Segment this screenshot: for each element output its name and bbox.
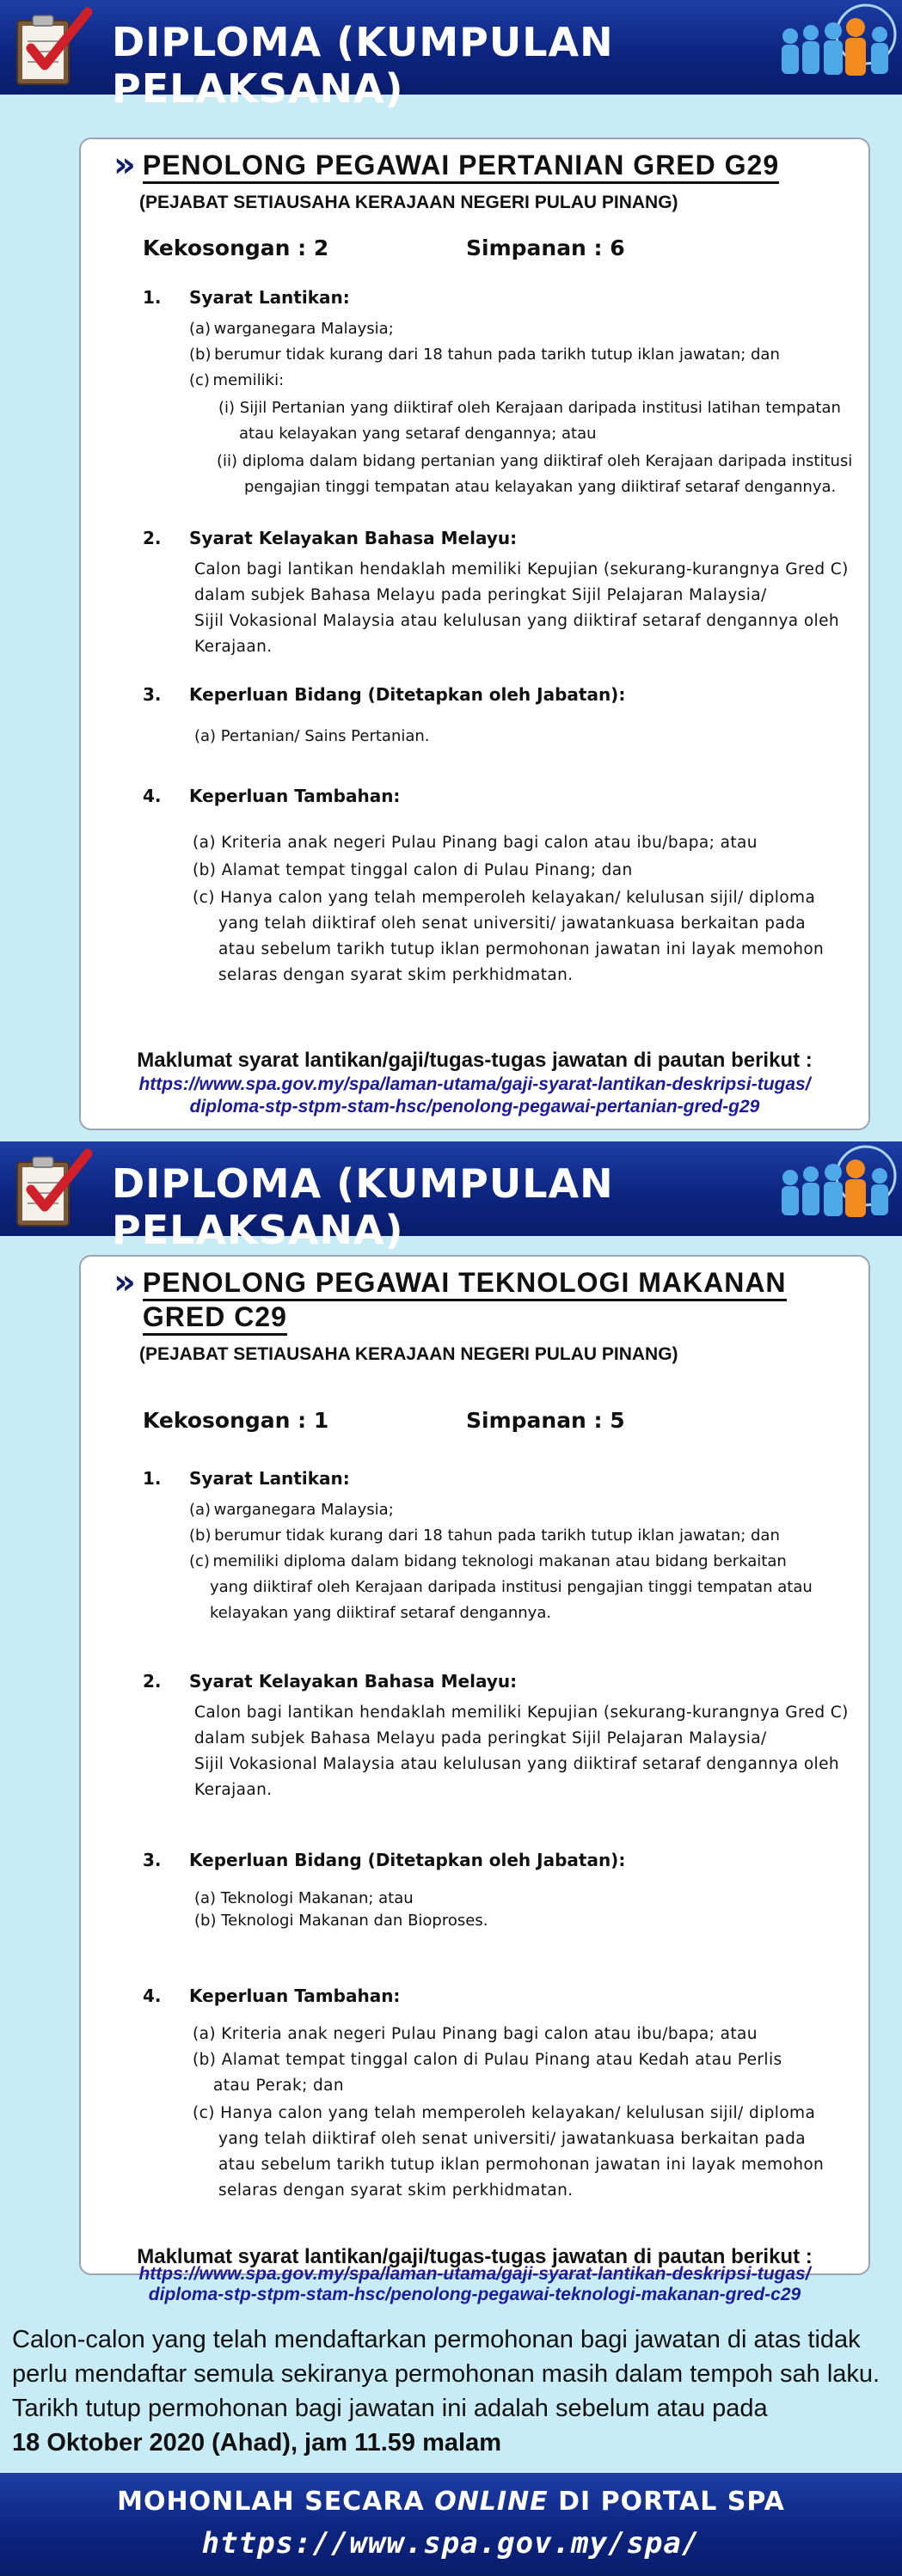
list-item: (c) memiliki:: [189, 371, 285, 389]
section-banner: [0, 1141, 902, 1253]
reserves: Simpanan : 6: [466, 236, 625, 260]
info-link[interactable]: https://www.spa.gov.my/spa/laman-utama/gaji-syarat-lantikan-deskripsi-tugas/: [138, 1074, 811, 1094]
portal-url[interactable]: https://www.spa.gov.my/spa/: [201, 2526, 701, 2561]
info-link[interactable]: diploma-stp-stpm-stam-hsc/penolong-pegawai-teknologi-makanan-gred-c29: [148, 2285, 801, 2304]
notice-line: Calon-calon yang telah mendaftarkan permohonan bagi jawatan di atas tidak: [12, 2326, 861, 2353]
people-group-icon: [764, 1141, 902, 1236]
section-number: 1.: [143, 1468, 162, 1489]
list-item: (b) berumur tidak kurang dari 18 tahun pada tarikh tutup iklan jawatan; dan: [189, 346, 780, 364]
section-heading: Syarat Kelayakan Bahasa Melayu:: [189, 528, 518, 548]
section-heading: Keperluan Tambahan:: [189, 1986, 401, 2006]
list-item: (a) Pertanian/ Sains Pertanian.: [194, 727, 430, 745]
info-heading: Maklumat syarat lantikan/gaji/tugas-tugas jawatan di pautan berikut :: [137, 1049, 813, 1072]
paragraph-line: dalam subjek Bahasa Melayu pada peringkat Sijil Pelajaran Malaysia/: [194, 1729, 767, 1747]
vacancies: Kekosongan : 1: [143, 1408, 329, 1433]
list-item: (b) Alamat tempat tinggal calon di Pulau Pinang atau Kedah atau Perlis: [193, 2051, 782, 2069]
section-heading: Keperluan Tambahan:: [189, 786, 401, 806]
job-title: PENOLONG PEGAWAI TEKNOLOGI MAKANAN GRED C29: [143, 1265, 787, 1334]
list-item: (i) Sijil Pertanian yang diiktiraf oleh Kerajaan daripada institusi latihan tempatan: [218, 399, 841, 417]
banner-title: DIPLOMA (KUMPULAN PELAKSANA): [112, 1160, 614, 1253]
reserves: Simpanan : 5: [466, 1408, 625, 1433]
list-item: (ii) diploma dalam bidang pertanian yang diiktiraf oleh Kerajaan daripada institusi: [217, 452, 853, 470]
section-banner: [0, 0, 902, 112]
list-item: (a) warganegara Malaysia;: [189, 320, 394, 338]
section-heading: Keperluan Bidang (Ditetapkan oleh Jabatan):: [189, 684, 626, 705]
section-number: 3.: [143, 684, 162, 705]
list-item: (b) Alamat tempat tinggal calon di Pulau Pinang; dan: [193, 861, 633, 879]
double-chevron-icon: »: [114, 145, 136, 185]
section-number: 2.: [143, 1671, 162, 1692]
paragraph-line: Sijil Vokasional Malaysia atau kelulusan yang diiktiraf setaraf dengannya oleh: [194, 612, 839, 630]
list-item: atau kelayakan yang setaraf dengannya; atau: [239, 425, 597, 443]
info-link[interactable]: https://www.spa.gov.my/spa/laman-utama/gaji-syarat-lantikan-deskripsi-tugas/: [138, 2264, 811, 2284]
section-number: 3.: [143, 1850, 162, 1870]
banner-title: DIPLOMA (KUMPULAN PELAKSANA): [112, 19, 614, 112]
job-title: PENOLONG PEGAWAI PERTANIAN GRED G29: [143, 148, 779, 182]
closing-date: 18 Oktober 2020 (Ahad), jam 11.59 malam: [12, 2429, 501, 2457]
job-card: [79, 1255, 870, 2275]
list-item: (a) Kriteria anak negeri Pulau Pinang bagi calon atau ibu/bapa; atau: [193, 2025, 758, 2043]
paragraph-line: Calon bagi lantikan hendaklah memiliki Kepujian (sekurang-kurangnya Gred C): [194, 1704, 849, 1722]
list-item: selaras dengan syarat skim perkhidmatan.: [218, 2181, 574, 2200]
paragraph-line: Calon bagi lantikan hendaklah memiliki Kepujian (sekurang-kurangnya Gred C): [194, 560, 849, 578]
list-item: (b) Teknologi Makanan dan Bioproses.: [194, 1912, 488, 1930]
list-item: atau sebelum tarikh tutup iklan permohonan jawatan ini layak memohon: [218, 2156, 825, 2174]
list-item: (c) Hanya calon yang telah memperoleh kelayakan/ kelulusan sijil/ diploma: [193, 2104, 816, 2122]
info-heading: Maklumat syarat lantikan/gaji/tugas-tugas jawatan di pautan berikut :: [137, 2245, 813, 2268]
section-heading: Syarat Lantikan:: [189, 287, 350, 308]
notice-line: perlu mendaftar semula sekiranya permohonan masih dalam tempoh sah laku.: [12, 2360, 881, 2388]
job-card: [79, 138, 870, 1130]
section-heading: Syarat Lantikan:: [189, 1468, 350, 1489]
checklist-clipboard-icon: [5, 7, 95, 89]
section-number: 4.: [143, 1986, 162, 2006]
apply-online-text: MOHONLAH SECARA ONLINE DI PORTAL SPA: [117, 2487, 785, 2517]
list-item: atau sebelum tarikh tutup iklan permohonan jawatan ini layak memohon: [218, 940, 825, 958]
notice-line: Tarikh tutup permohonan bagi jawatan ini adalah sebelum atau pada: [12, 2395, 768, 2422]
footer-banner: [0, 2473, 902, 2576]
list-item: (a) Kriteria anak negeri Pulau Pinang bagi calon atau ibu/bapa; atau: [193, 834, 758, 852]
list-item: (c) memiliki diploma dalam bidang teknologi makanan atau bidang berkaitan: [189, 1552, 787, 1570]
section-number: 2.: [143, 528, 162, 548]
list-item: pengajian tinggi tempatan atau kelayakan yang diiktiraf setaraf dengannya.: [244, 478, 837, 496]
section-heading: Keperluan Bidang (Ditetapkan oleh Jabatan):: [189, 1850, 626, 1870]
list-item: (b) berumur tidak kurang dari 18 tahun pada tarikh tutup iklan jawatan; dan: [189, 1527, 780, 1545]
list-item: (a) Teknologi Makanan; atau: [194, 1889, 414, 1907]
list-item: kelayakan yang diiktiraf setaraf dengannya.: [210, 1604, 552, 1622]
list-item: yang telah diiktiraf oleh senat universiti/ jawatankuasa berkaitan pada: [218, 2130, 806, 2148]
list-item: (a) warganegara Malaysia;: [189, 1501, 394, 1519]
paragraph-line: Sijil Vokasional Malaysia atau kelulusan yang diiktiraf setaraf dengannya oleh: [194, 1755, 839, 1773]
paragraph-line: dalam subjek Bahasa Melayu pada peringkat Sijil Pelajaran Malaysia/: [194, 586, 767, 604]
people-group-icon: [764, 0, 902, 95]
list-item: atau Perak; dan: [213, 2077, 344, 2095]
list-item: (c) Hanya calon yang telah memperoleh kelayakan/ kelulusan sijil/ diploma: [193, 889, 816, 907]
paragraph-line: Kerajaan.: [194, 638, 273, 656]
section-number: 4.: [143, 786, 162, 806]
list-item: yang telah diiktiraf oleh senat universiti/ jawatankuasa berkaitan pada: [218, 915, 806, 933]
list-item: selaras dengan syarat skim perkhidmatan.: [218, 966, 574, 984]
department: (PEJABAT SETIAUSAHA KERAJAAN NEGERI PULAU PINANG): [139, 1344, 678, 1364]
info-link[interactable]: diploma-stp-stpm-stam-hsc/penolong-pegawai-pertanian-gred-g29: [189, 1097, 760, 1117]
list-item: yang diiktiraf oleh Kerajaan daripada institusi pengajian tinggi tempatan atau: [210, 1578, 813, 1596]
department: (PEJABAT SETIAUSAHA KERAJAAN NEGERI PULAU PINANG): [139, 193, 678, 212]
vacancies: Kekosongan : 2: [143, 236, 329, 260]
double-chevron-icon: »: [114, 1263, 136, 1302]
job-title-block: [114, 1265, 787, 1334]
section-number: 1.: [143, 287, 162, 308]
section-heading: Syarat Kelayakan Bahasa Melayu:: [189, 1671, 518, 1692]
job-title-block: [114, 145, 780, 185]
paragraph-line: Kerajaan.: [194, 1781, 273, 1799]
checklist-clipboard-icon: [5, 1148, 95, 1231]
